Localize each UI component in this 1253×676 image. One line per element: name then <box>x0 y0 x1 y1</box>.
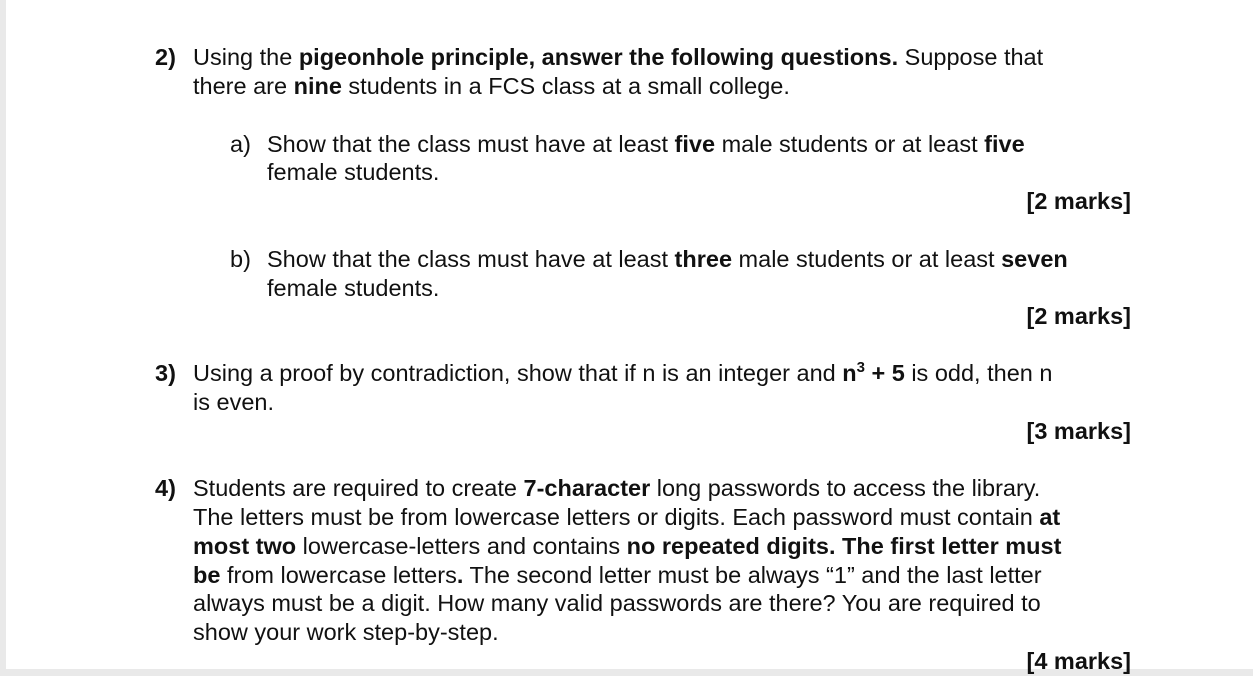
question-4-line-1 <box>193 474 1040 503</box>
question-4-line-5 <box>193 589 1041 618</box>
text-segment: The second letter must be always “1” and the last letter <box>463 562 1042 588</box>
text-segment: long passwords to access the library. <box>650 475 1041 501</box>
marks-label: [4 marks] <box>1026 648 1131 674</box>
bold-text-segment: seven <box>1001 246 1068 272</box>
bold-text-segment: five <box>984 131 1025 157</box>
part-b-line-1 <box>267 245 1068 274</box>
marks-label: [2 marks] <box>1026 303 1131 329</box>
marks-label: [2 marks] <box>1026 188 1131 214</box>
part-a-line-2 <box>267 158 439 187</box>
document-page <box>6 0 1253 674</box>
question-2 <box>6 0 1253 669</box>
text-segment: from lowercase letters <box>220 562 457 588</box>
text-segment: male students or at least <box>732 246 1002 272</box>
question-4-line-6 <box>193 618 499 647</box>
bold-text-segment: most two <box>193 533 297 559</box>
bold-text-segment: pigeonhole principle, answer the following questions. <box>298 44 899 70</box>
question-number: 3) <box>155 360 176 386</box>
bold-text-segment: nine <box>293 73 342 99</box>
question-2-line-1 <box>193 43 1043 72</box>
question-4-line-3 <box>193 532 1061 561</box>
question-number: 4) <box>155 475 176 501</box>
text-segment: show your work step-by-step. <box>193 619 499 645</box>
bold-text-segment: be <box>193 562 221 588</box>
question-4-line-4 <box>193 561 1042 590</box>
bold-text-segment: no repeated digits. The first letter must <box>626 533 1062 559</box>
part-a-label: a) <box>230 131 251 157</box>
bold-text-segment: . <box>456 562 464 588</box>
text-segment: The letters must be from lowercase letters or digits. Each password must contain <box>193 504 1040 530</box>
bold-text-segment: three <box>674 246 733 272</box>
text-segment: students in a FCS class at a small college. <box>341 73 790 99</box>
question-2-line-2 <box>193 72 790 101</box>
expression-tail: + 5 <box>864 360 905 386</box>
expression-exponent: 3 <box>856 359 865 377</box>
question-3-line-1 <box>193 359 1052 388</box>
part-b-label: b) <box>230 246 251 272</box>
text-segment: Suppose that <box>898 44 1044 70</box>
marks-label: [3 marks] <box>1026 418 1131 444</box>
question-number: 2) <box>155 44 176 70</box>
expression <box>842 360 905 386</box>
text-segment: there are <box>193 73 294 99</box>
text-segment: Show that the class must have at least <box>267 131 675 157</box>
text-segment: Using the <box>193 44 299 70</box>
part-b-line-2 <box>267 274 439 303</box>
bold-text-segment: at <box>1039 504 1061 530</box>
expression-base: n <box>842 360 857 386</box>
part-a-line-1 <box>267 130 1025 159</box>
text-segment: Students are required to create <box>193 475 524 501</box>
question-3-line-2: is even. <box>193 389 274 415</box>
bold-text-segment: five <box>674 131 716 157</box>
bold-text-segment: 7-character <box>523 475 651 501</box>
text-segment: always must be a digit. How many valid passwords are there? You are required to <box>193 590 1041 616</box>
text-segment: female students. <box>267 275 440 301</box>
text-segment: lowercase-letters and contains <box>296 533 627 559</box>
question-4-line-2 <box>193 503 1060 532</box>
question-3-text-post: is odd, then n <box>904 360 1053 386</box>
text-segment: Show that the class must have at least <box>267 246 675 272</box>
question-3-text-pre: Using a proof by contradiction, show that if n is an integer and <box>193 360 843 386</box>
text-segment: female students. <box>267 159 440 185</box>
text-segment: male students or at least <box>715 131 985 157</box>
